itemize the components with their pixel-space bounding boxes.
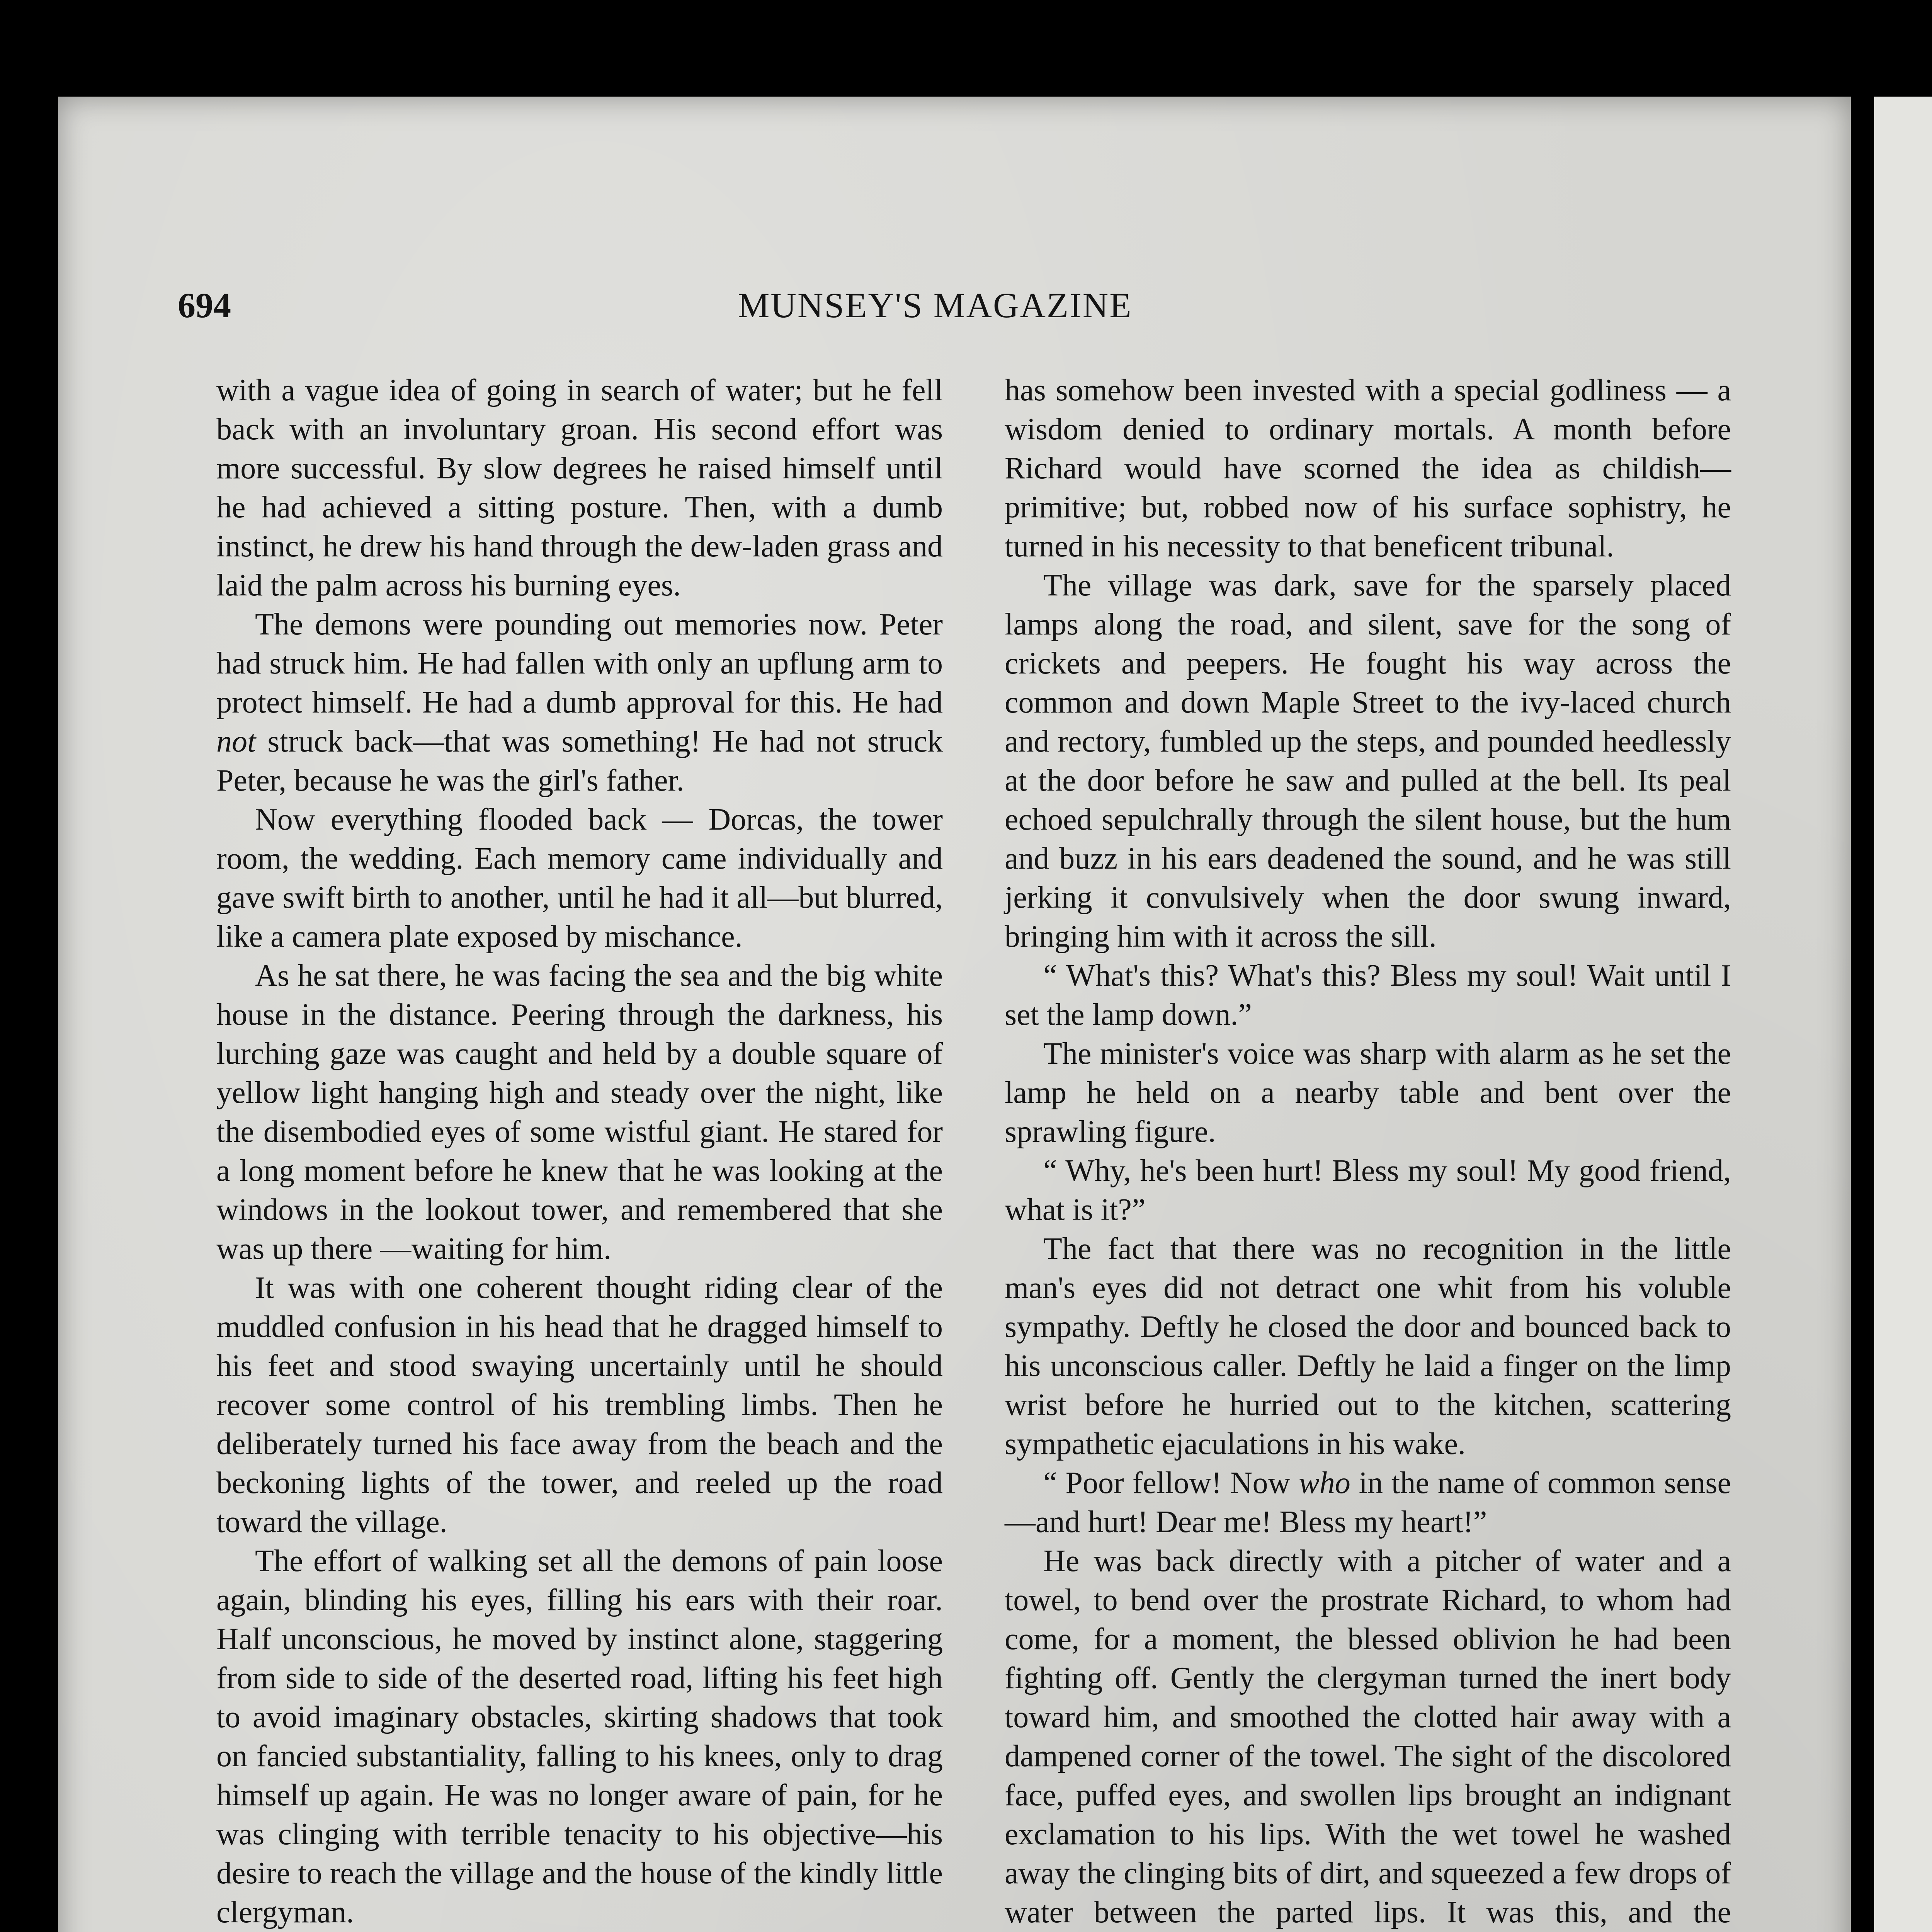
paragraph (216, 371, 943, 605)
text-run: The village was dark, save for the sparsely placed lamps along the road, and silent, save for the song of crickets and peepers. He fought his way across the common and down Maple Street to the ivy-laced church and rectory, fumbled up the steps, and pounded heedlessly at the door before he saw and pulled at the bell. Its peal echoed sepulchrally through the silent house, but the hum and buzz in his ears deadened the sound, and he was still jerking it convulsively when the door swung inward, bringing him with it across the sill. (1005, 568, 1731, 954)
text-run: The fact that there was no recognition in the little man's eyes did not detract one whit from his voluble sympathy. Deftly he closed the door and bounced back to his unconscious caller. Deftly he laid a finger on the limp wrist before he hurried out to the kitchen, scattering sympathetic ejaculations in his wake. (1005, 1232, 1731, 1461)
text-run: “ Why, he's been hurt! Bless my soul! My good friend, what is it?” (1005, 1154, 1731, 1227)
text-run: As he sat there, he was facing the sea and the big white house in the distance. Peering through the darkness, his lurching gaze was caught and held by a double square of yellow light hanging high and steady over the night, like the disembodied eyes of some wistful giant. He stared for a long moment before he knew that he was looking at the windows in the lookout tower, and remembered that she was up there —waiting for him. (216, 959, 943, 1266)
page-number: 694 (178, 286, 231, 325)
next-page-edge (1874, 97, 1932, 1932)
paragraph (1005, 1151, 1731, 1230)
emphasis: who (1299, 1466, 1350, 1500)
text-run: has somehow been invested with a special godliness — a wisdom denied to ordinary mortals. A month before Richard would have scorned the idea as childish—primitive; but, robbed now of his surface sophistry, he turned in his necessity to that beneficent tribunal. (1005, 373, 1731, 563)
paragraph (1005, 1230, 1731, 1464)
paragraph (1005, 1464, 1731, 1542)
text-run: “ What's this? What's this? Bless my soul! Wait until I set the lamp down.” (1005, 959, 1731, 1032)
text-run: in the name of common sense—and hurt! Dear me! Bless my heart!” (1005, 1466, 1731, 1539)
right-column (1005, 371, 1731, 1932)
paragraph (1005, 956, 1731, 1034)
text-run: It was with one coherent thought riding clear of the muddled confusion in his head that he dragged himself to his feet and stood swaying uncertainly until he should recover some control of his trembling limbs. Then he deliberately turned his face away from the beach and the beckoning lights of the tower, and reeled up the road toward the village. (216, 1271, 943, 1539)
text-run: The minister's voice was sharp with alarm as he set the lamp he held on a nearby table and bent over the sprawling figure. (1005, 1037, 1731, 1149)
text-run: The demons were pounding out memories now. Peter had struck him. He had fallen with only an upflung arm to protect himself. He had a dumb approval for this. He had (216, 607, 943, 719)
text-run: Now everything flooded back — Dorcas, the tower room, the wedding. Each memory came individually and gave swift birth to another, until he had it all—but blurred, like a camera plate exposed by mischance. (216, 803, 943, 954)
text-run: He was back directly with a pitcher of water and a towel, to bend over the prostrate Richard, to whom had come, for a moment, the blessed oblivion he had been fighting off. Gently the clergyman turned the inert body toward him, and smoothed the clotted hair away with a dampened corner of the towel. The sight of the discolored face, puffed eyes, and swollen lips brought an indignant exclamation to his lips. With the wet towel he washed away the clinging bits of dirt, and squeezed a few drops of water between the parted lips. It was this, and the (1005, 1544, 1731, 1929)
paragraph (216, 605, 943, 800)
text-run: struck back—that was something! He had not struck Peter, because he was the girl's father. (216, 724, 943, 798)
paragraph (1005, 1542, 1731, 1932)
paragraph (216, 1542, 943, 1932)
running-title: MUNSEY'S MAGAZINE (738, 286, 1133, 325)
text-run: “ Poor fellow! Now (1043, 1466, 1299, 1500)
paragraph (1005, 566, 1731, 956)
paragraph (216, 1269, 943, 1542)
paragraph (1005, 371, 1731, 566)
text-run: with a vague idea of going in search of water; but he fell back with an involuntary groan. His second effort was more successful. By slow degrees he raised himself until he had achieved a sitting posture. Then, with a dumb instinct, he drew his hand through the dew-laden grass and laid the palm across his burning eyes. (216, 373, 943, 602)
paragraph (216, 800, 943, 956)
paragraph (216, 956, 943, 1269)
left-column (216, 371, 943, 1932)
paragraph (1005, 1034, 1731, 1151)
page-header (178, 278, 1723, 332)
text-run: The effort of walking set all the demons of pain loose again, blinding his eyes, filling his ears with their roar. Half unconscious, he moved by instinct alone, staggering from side to side of the deserted road, lifting his feet high to avoid imaginary obstacles, skirting shadows that took on fancied substantiality, falling to his knees, only to drag himself up again. He was no longer aware of pain, for he was clinging with terrible tenacity to his objective—his desire to reach the village and the house of the kindly little clergyman. (216, 1544, 943, 1929)
emphasis: not (216, 724, 256, 759)
